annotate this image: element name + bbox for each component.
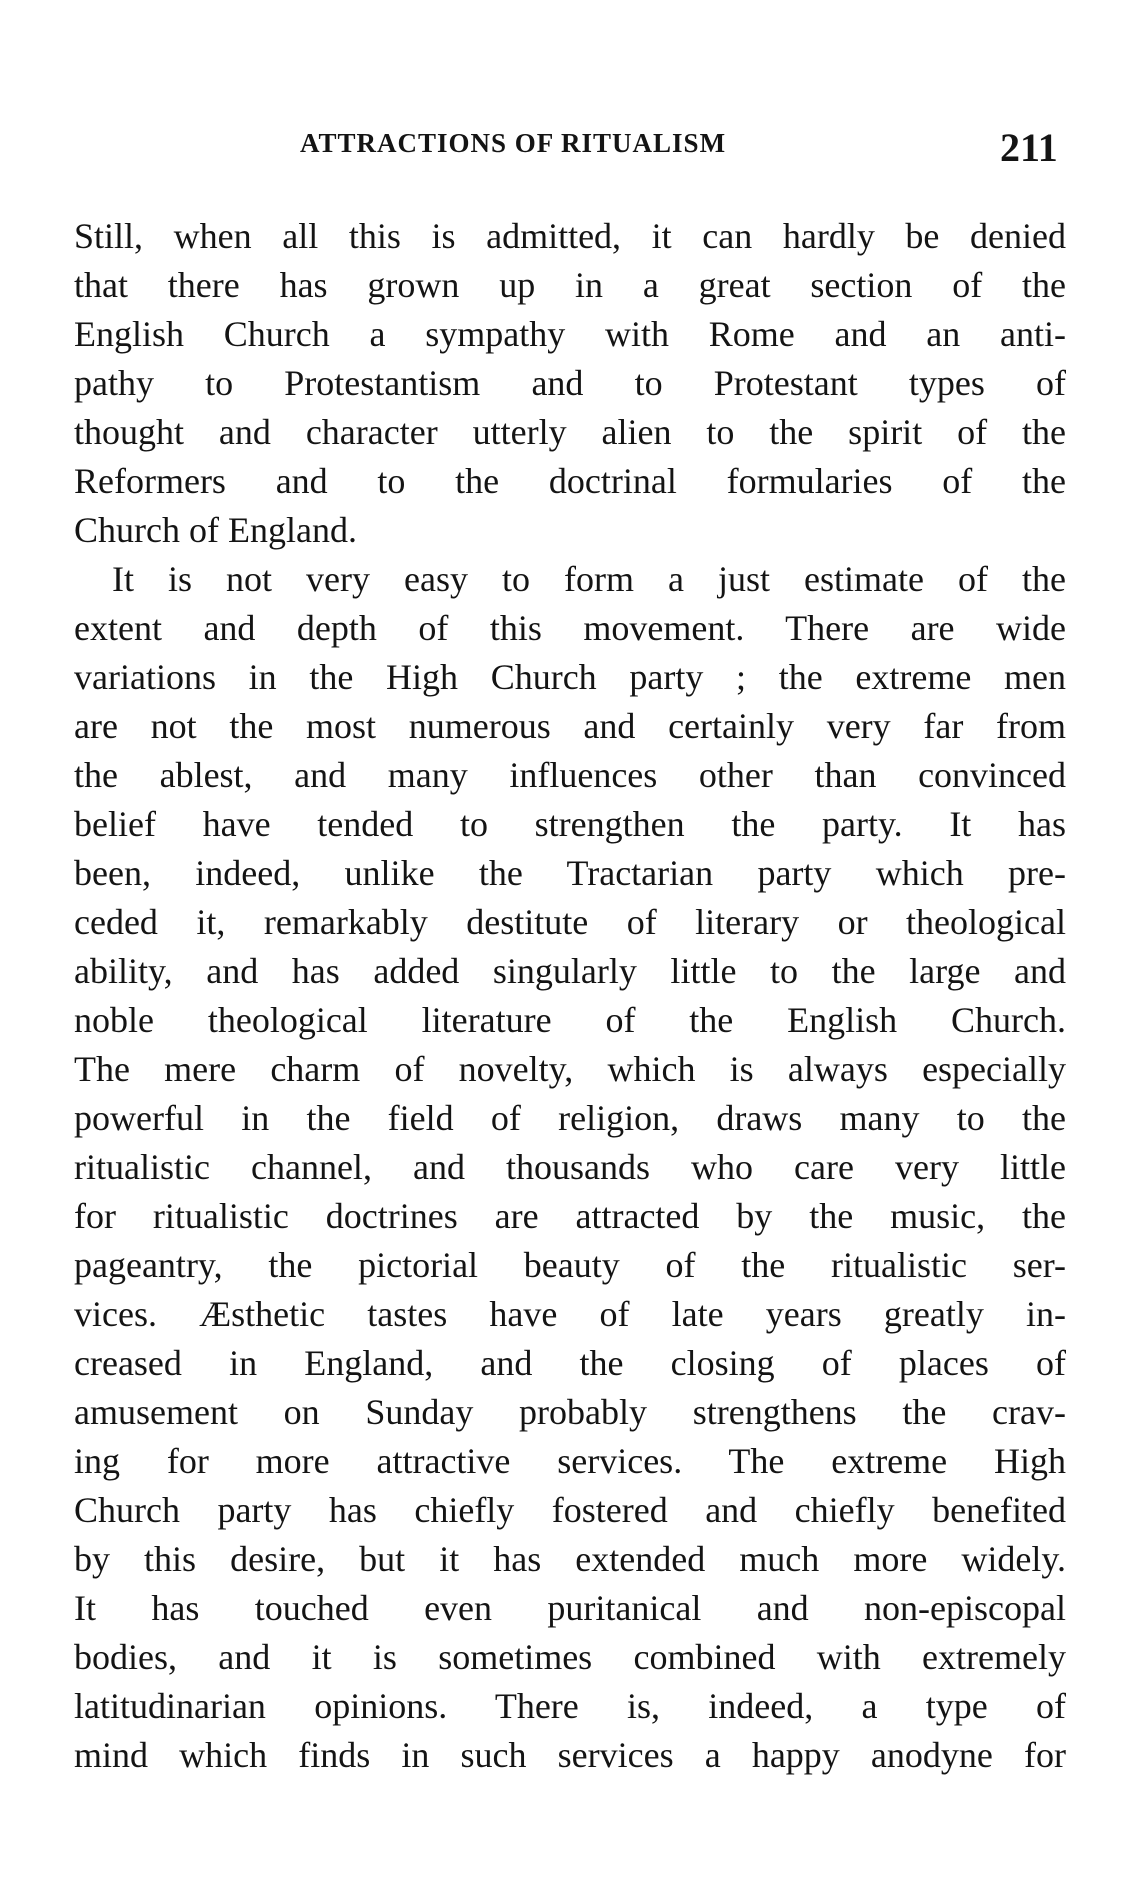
text-line: been, indeed, unlike the Tractarian party which pre- <box>74 853 1066 893</box>
text-line: Church party has chiefly fostered and chiefly benefited <box>74 1490 1066 1530</box>
text-line: The mere charm of novelty, which is always especially <box>74 1049 1066 1089</box>
text-line: by this desire, but it has extended much more widely. <box>74 1539 1066 1579</box>
text-line: extent and depth of this movement. There are wide <box>74 608 1066 648</box>
text-line: the ablest, and many influences other than convinced <box>74 755 1066 795</box>
text-line: amusement on Sunday probably strengthens the crav- <box>74 1392 1066 1432</box>
text-line: mind which finds in such services a happy anodyne for <box>74 1735 1066 1775</box>
text-line: variations in the High Church party ; the extreme men <box>74 657 1066 697</box>
text-line: ritualistic channel, and thousands who care very little <box>74 1147 1066 1187</box>
text-line: thought and character utterly alien to the spirit of the <box>74 412 1066 452</box>
text-line: It is not very easy to form a just estimate of the <box>112 559 1066 599</box>
text-line: ceded it, remarkably destitute of literary or theological <box>74 902 1066 942</box>
text-line: ability, and has added singularly little to the large and <box>74 951 1066 991</box>
text-line: are not the most numerous and certainly very far from <box>74 706 1066 746</box>
text-line: powerful in the field of religion, draws many to the <box>74 1098 1066 1138</box>
text-line: bodies, and it is sometimes combined with extremely <box>74 1637 1066 1677</box>
text-line: that there has grown up in a great section of the <box>74 265 1066 305</box>
text-line: Still, when all this is admitted, it can hardly be denied <box>74 216 1066 256</box>
page-number: 211 <box>1000 125 1058 170</box>
text-line: noble theological literature of the English Church. <box>74 1000 1066 1040</box>
text-line: for ritualistic doctrines are attracted by the music, the <box>74 1196 1066 1236</box>
text-line: vices. Æsthetic tastes have of late years greatly in- <box>74 1294 1066 1334</box>
text-line: Church of England. <box>74 510 357 550</box>
text-line: belief have tended to strengthen the party. It has <box>74 804 1066 844</box>
text-line: creased in England, and the closing of places of <box>74 1343 1066 1383</box>
running-title: ATTRACTIONS OF RITUALISM <box>300 128 727 158</box>
text-line: ing for more attractive services. The extreme High <box>74 1441 1066 1481</box>
text-line: latitudinarian opinions. There is, indeed, a type of <box>74 1686 1066 1726</box>
body-text <box>74 212 1066 1780</box>
text-line: English Church a sympathy with Rome and an anti- <box>74 314 1066 354</box>
text-line: pathy to Protestantism and to Protestant types of <box>74 363 1066 403</box>
text-line: Reformers and to the doctrinal formularies of the <box>74 461 1066 501</box>
text-line: pageantry, the pictorial beauty of the ritualistic ser- <box>74 1245 1066 1285</box>
text-line: It has touched even puritanical and non-episcopal <box>74 1588 1066 1628</box>
